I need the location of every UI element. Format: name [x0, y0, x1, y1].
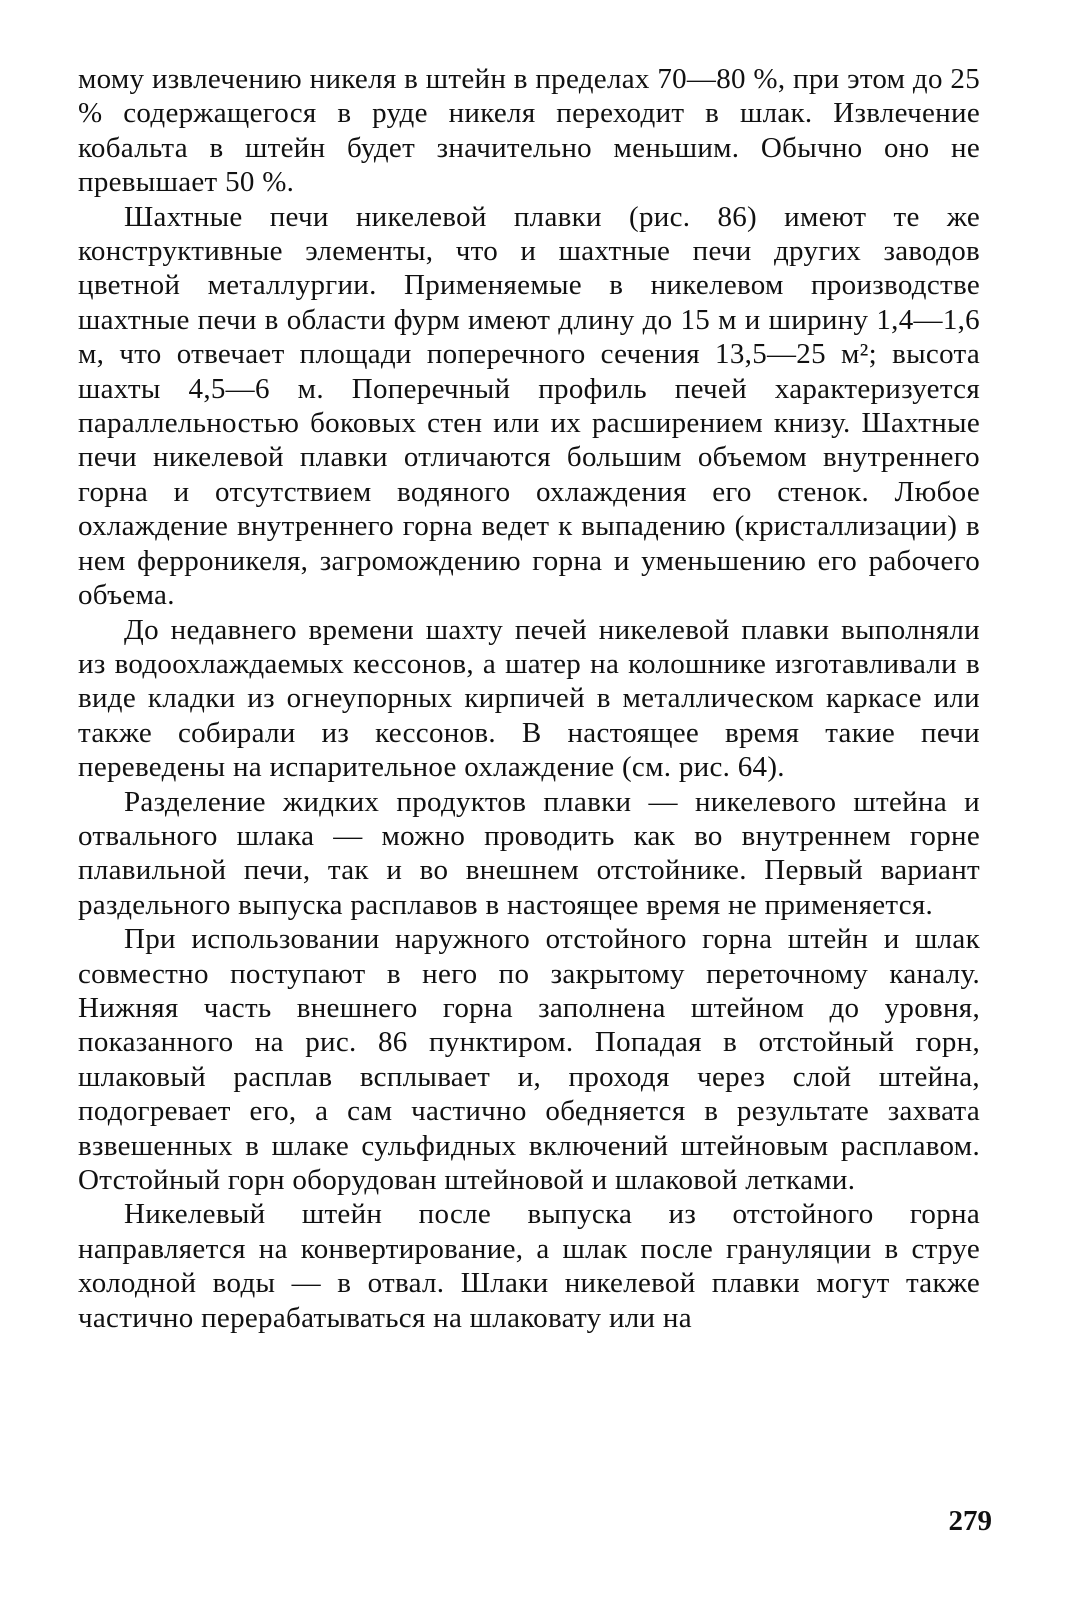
- paragraph-4: Разделение жидких продуктов плавки — никелевого штейна и отвального шлака — можно проводить как во внутреннем горне плавильной печи, так и во внешнем отстойнике. Первый вариант раздельного выпуска расплавов в настоящее время не применяется.: [78, 785, 980, 921]
- paragraph-6: Никелевый штейн после выпуска из отстойного горна направляется на конвертирование, а шлак после грануляции в струе холодной воды — в отвал. Шлаки никелевой плавки могут также частично перерабатываться на шлаковату или на: [78, 1198, 980, 1334]
- page-body: [78, 62, 980, 1335]
- paragraph-2: Шахтные печи никелевой плавки (рис. 86) имеют те же конструктивные элементы, что и шахтные печи других заводов цветной металлургии. Применяемые в никелевом производстве шахтные печи в области фурм имеют длину до 15 м и ширину 1,4—1,6 м, что отвечает площади поперечного сечения 13,5—25 м²; высота шахты 4,5—6 м. Поперечный профиль печей характеризуется параллельностью боковых стен или их расширением книзу. Шахтные печи никелевой плавки отличаются большим объемом внутреннего горна и отсутствием водяного охлаждения его стенок. Любое охлаждение внутреннего горна ведет к выпадению (кристаллизации) в нем ферроникеля, загромождению горна и уменьшению его рабочего объема.: [78, 200, 980, 612]
- paragraph-1: мому извлечению никеля в штейн в пределах 70—80 %, при этом до 25 % содержащегося в руде никеля переходит в шлак. Извлечение кобальта в штейн будет значительно меньшим. Обычно оно не превышает 50 %.: [78, 63, 980, 199]
- paragraph-5: При использовании наружного отстойного горна штейн и шлак совместно поступают в него по закрытому переточному каналу. Нижняя часть внешнего горна заполнена штейном до уровня, показанного на рис. 86 пунктиром. Попадая в отстойный горн, шлаковый расплав всплывает и, проходя через слой штейна, подогревает его, а сам частично обедняется в результате захвата взвешенных в шлаке сульфидных включений штейновым расплавом. Отстойный горн оборудован штейновой и шлаковой летками.: [78, 923, 980, 1196]
- page-number: 279: [948, 1505, 992, 1537]
- paragraph-3: До недавнего времени шахту печей никелевой плавки выполняли из водоохлаждаемых кессонов, а шатер на колошнике изготавливали в виде кладки из огнеупорных кирпичей в металлическом каркасе или также собирали из кессонов. В настоящее время такие печи переведены на испарительное охлаждение (см. рис. 64).: [78, 613, 980, 784]
